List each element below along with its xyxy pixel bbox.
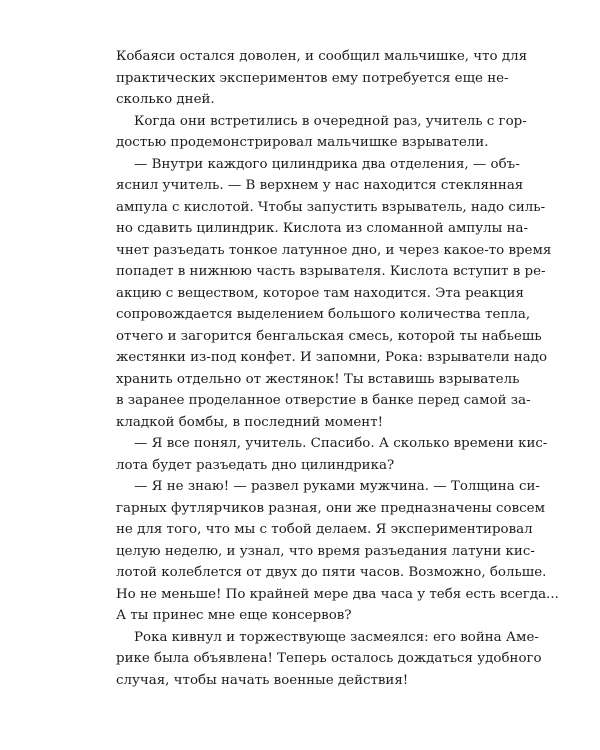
- text-line: но сдавить цилиндрик. Кислота из сломанной ампулы на-: [116, 221, 529, 236]
- paragraph: [116, 111, 527, 154]
- text-line: кладкой бомбы, в последний момент!: [116, 414, 384, 430]
- text-line: чнет разъедать тонкое латунное дно, и через какое-то время: [116, 242, 552, 258]
- paragraph: [116, 433, 548, 476]
- text-line: случая, чтобы начать военные действия!: [116, 672, 409, 688]
- text-line: попадет в нижнюю часть взрывателя. Кислота вступит в ре-: [116, 264, 546, 279]
- text-line: достью продемонстрировал мальчишке взрыватели.: [116, 135, 489, 150]
- text-line: — Я не знаю! — развел руками мужчина. — Толщина си-: [134, 479, 540, 494]
- book-page: [116, 46, 559, 691]
- text-line: акцию с веществом, которое там находится. Эта реакция: [116, 285, 524, 301]
- text-line: не для того, что мы с тобой делаем. Я экспериментировал: [116, 522, 533, 537]
- paragraph: [116, 154, 552, 434]
- text-line: яснил учитель. — В верхнем у нас находится стеклянная: [116, 178, 524, 193]
- text-line: — Я все понял, учитель. Спасибо. А сколько времени кис-: [134, 436, 548, 451]
- text-line: ампула с кислотой. Чтобы запустить взрыватель, надо силь-: [116, 199, 546, 215]
- paragraph: [116, 476, 559, 627]
- text-line: целую неделю, и узнал, что время разъедания латуни кис-: [116, 543, 535, 559]
- text-line: отчего и загорится бенгальская смесь, которой ты набьешь: [116, 328, 542, 344]
- text-line: гарных футлярчиков разная, они же предназначены совсем: [116, 500, 545, 516]
- text-line: А ты принес мне еще консервов?: [116, 608, 352, 623]
- text-line: хранить отдельно от жестянок! Ты вставишь взрыватель: [116, 371, 520, 387]
- text-line: Когда они встретились в очередной раз, учитель с гор-: [134, 113, 527, 129]
- text-line: Но не меньше! По крайней мере два часа у тебя есть всегда...: [116, 586, 559, 602]
- text-line: лота будет разъедать дно цилиндрика?: [116, 457, 395, 473]
- text-line: Рока кивнул и торжествующе засмеялся: его война Аме-: [134, 629, 539, 645]
- text-line: — Внутри каждого цилиндрика два отделения, — объ-: [134, 156, 520, 172]
- text-line: рике была объявлена! Теперь осталось дождаться удобного: [116, 651, 542, 666]
- paragraph: [116, 46, 528, 111]
- text-line: лотой колеблется от двух до пяти часов. Возможно, больше.: [116, 565, 547, 580]
- text-line: сколько дней.: [116, 92, 215, 107]
- text-line: в заранее проделанное отверстие в банке перед самой за-: [116, 393, 531, 408]
- text-line: практических экспериментов ему потребуется еще не-: [116, 70, 509, 86]
- text-line: сопровождается выделением большого количества тепла,: [116, 307, 531, 322]
- text-line: Кобаяси остался доволен, и сообщил мальчишке, что для: [116, 49, 528, 64]
- paragraph: [116, 627, 542, 692]
- text-line: жестянки из-под конфет. И запомни, Рока: взрыватели надо: [116, 350, 548, 365]
